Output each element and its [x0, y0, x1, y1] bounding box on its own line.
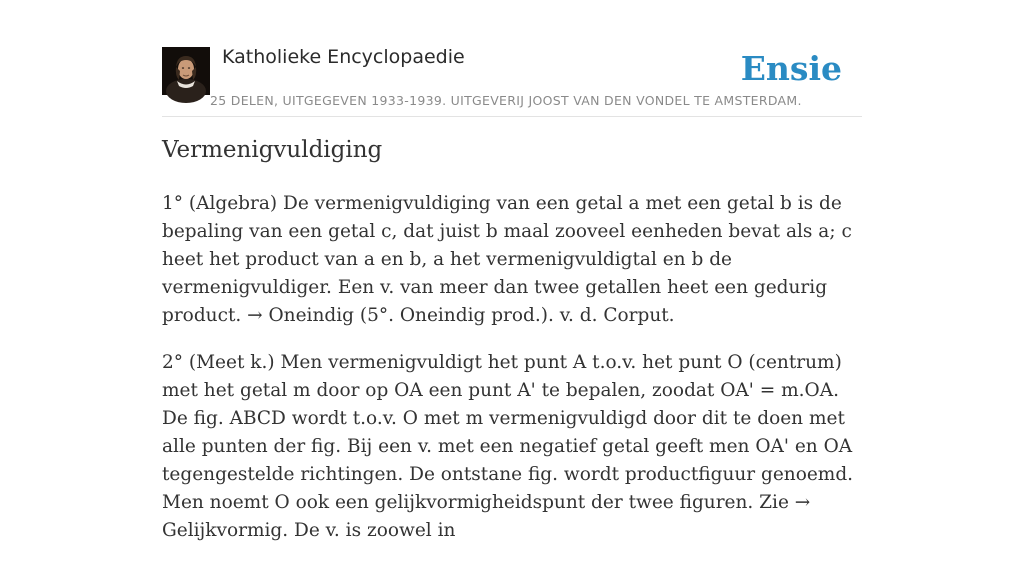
article-paragraph: 1° (Algebra) De vermenigvuldiging van een getal a met een getal b is de bepaling van een getal c, dat juist b maal zooveel eenheden bevat als a; c heet het product van a en b, a het vermenigvuldigtal en b de vermenigvuldiger. Een v. van meer dan twee getallen heet een gedurig product. → Oneindig (5°. Oneindig prod.). v. d. Corput. [162, 193, 852, 326]
source-avatar[interactable] [162, 47, 210, 95]
article-paragraph: 2° (Meet k.) Men vermenigvuldigt het punt A t.o.v. het punt O (centrum) met het getal m door op OA een punt A' te bepalen, zoodat OA' = m.OA. De fig. ABCD wordt t.o.v. O met m vermenigvuldigd door dit te doen met alle punten der fig. Bij een v. met een negatief getal geeft men OA' en OA tegengestelde richtingen. De ontstane fig. wordt productfiguur genoemd. Men noemt O ook een gelijkvormigheidspunt der twee figuren. Zie → Gelijkvormig. De v. is zoowel in [162, 352, 854, 541]
source-header [162, 46, 862, 117]
source-title[interactable]: Katholieke Encyclopaedie [222, 46, 465, 68]
article-body [162, 190, 862, 564]
ensie-logo-link[interactable]: Ensie [740, 49, 842, 88]
portrait-icon [162, 47, 210, 95]
source-meta: 25 DELEN, UITGEGEVEN 1933-1939. UITGEVERIJ JOOST VAN DEN VONDEL TE AMSTERDAM. [210, 93, 802, 108]
article-title: Vermenigvuldiging [162, 137, 383, 163]
